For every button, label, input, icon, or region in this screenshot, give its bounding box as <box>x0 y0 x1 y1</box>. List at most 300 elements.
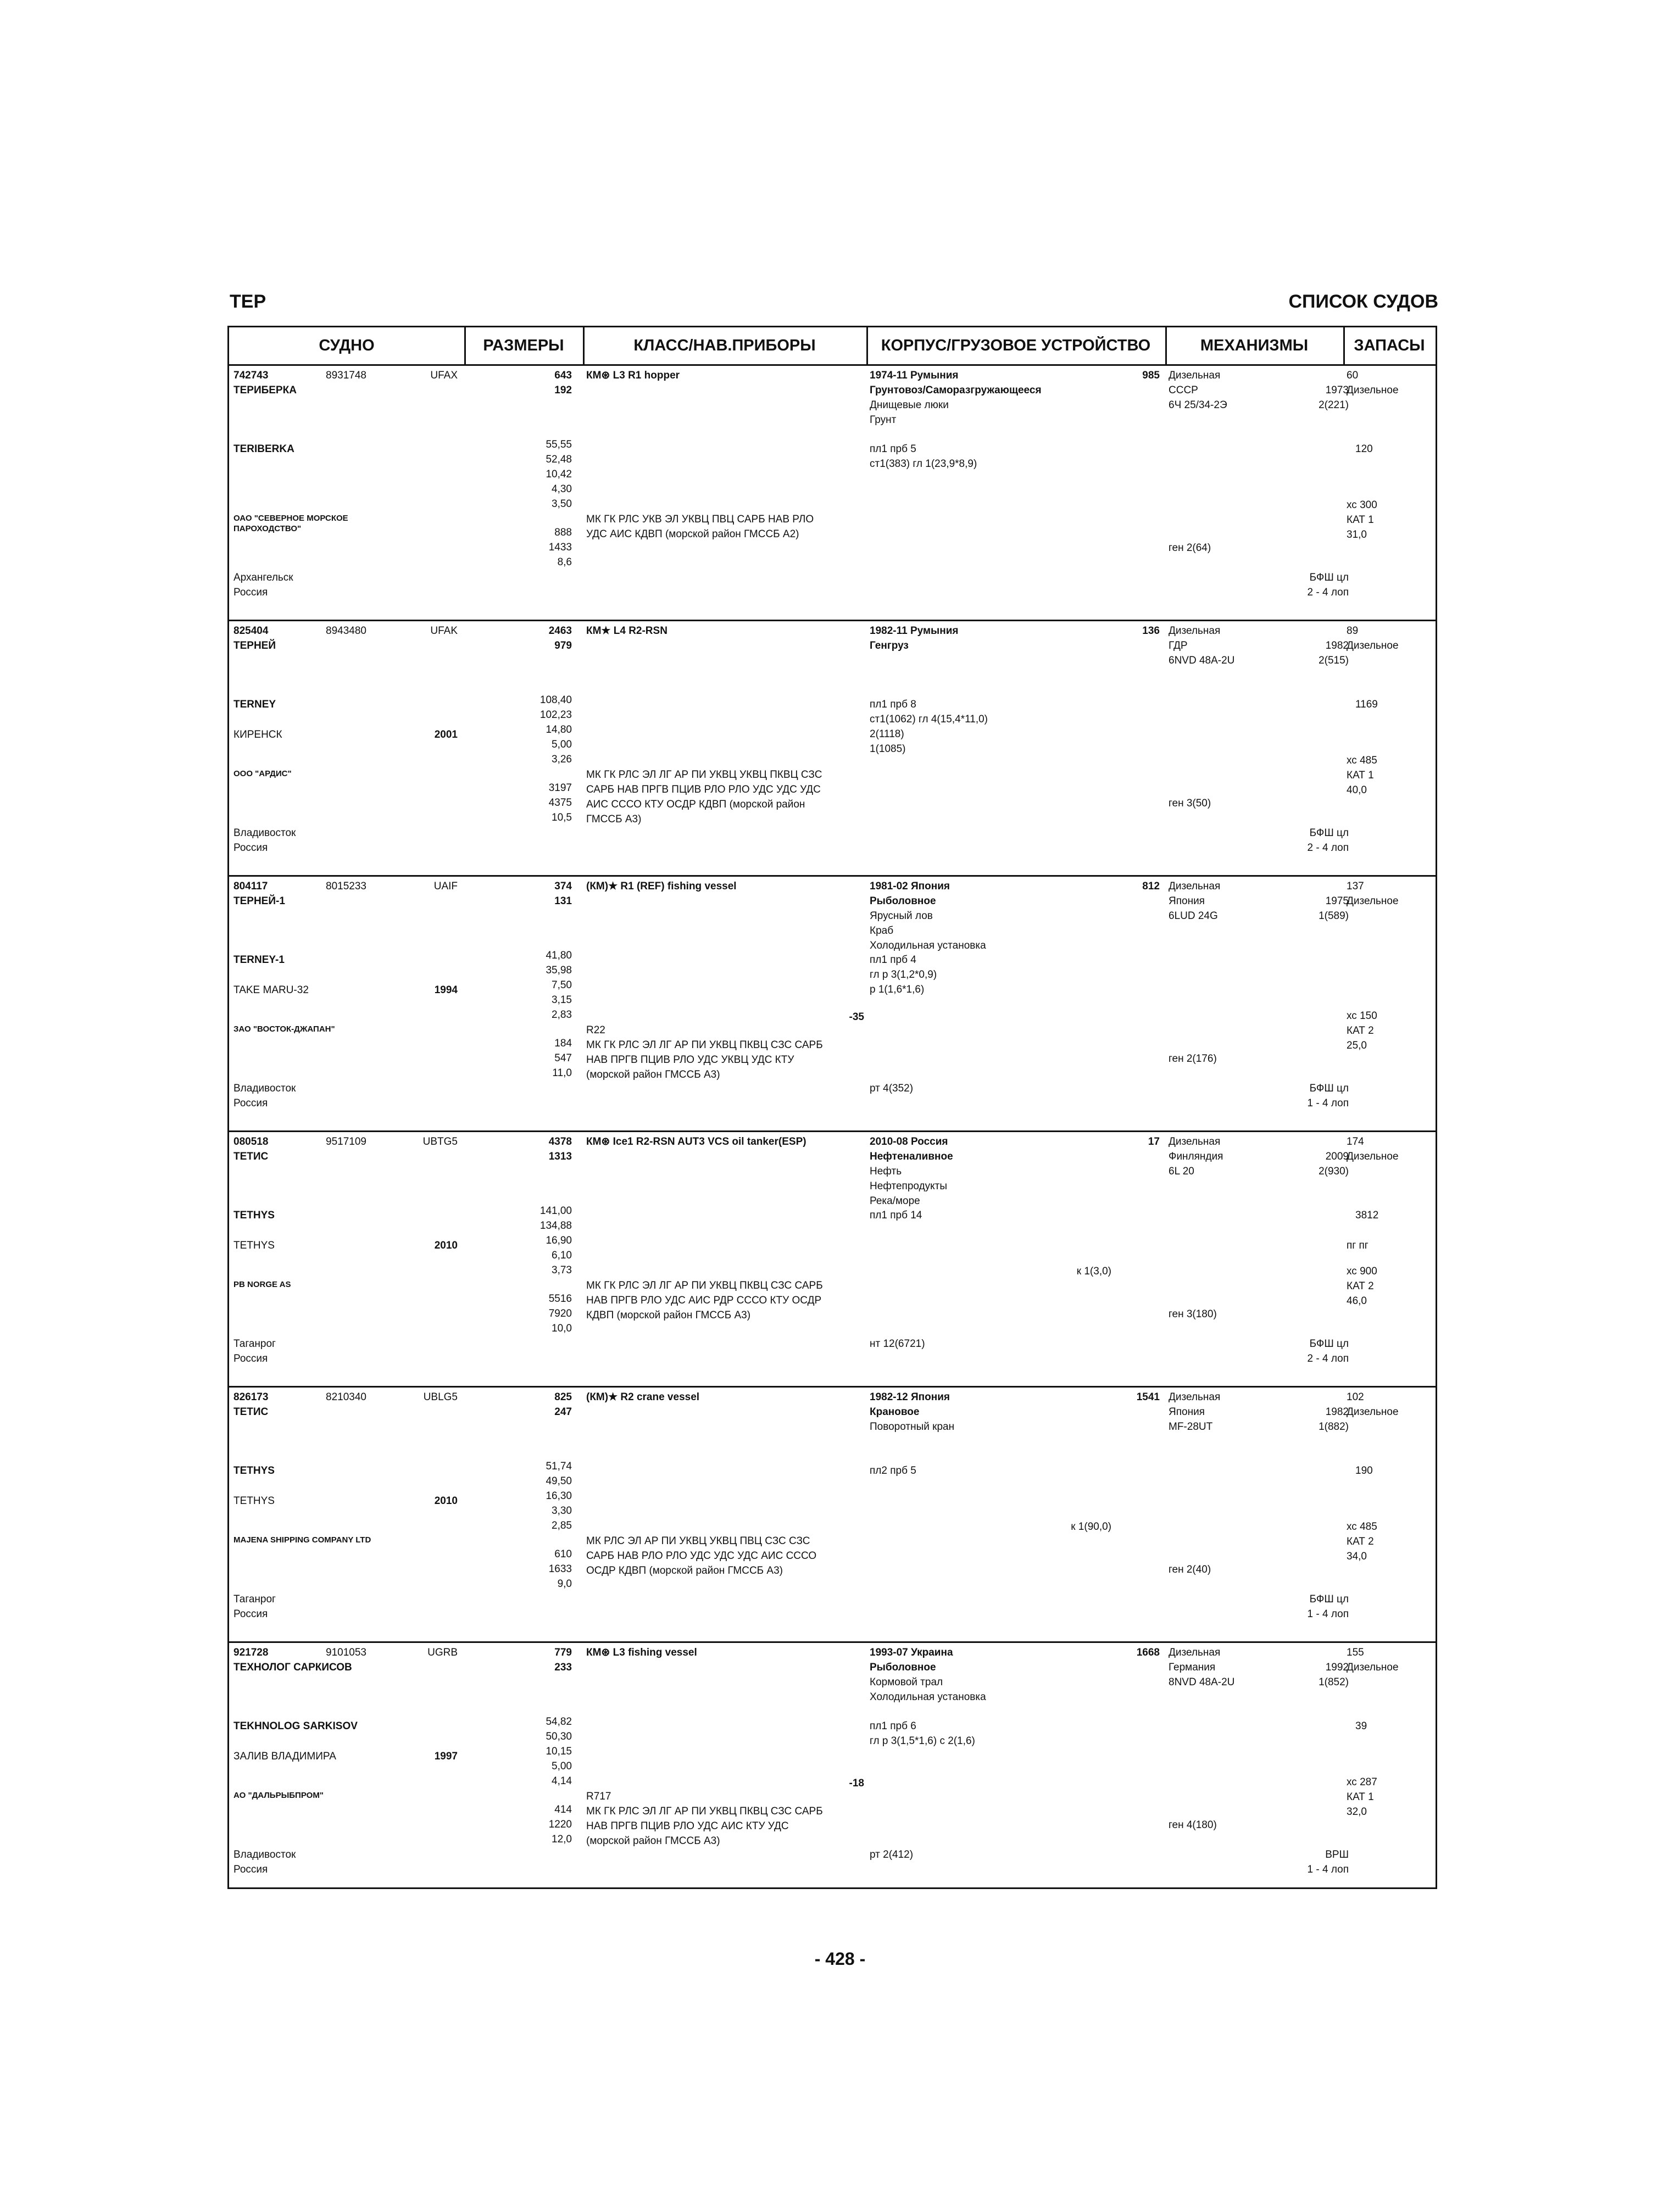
dimensions-main-line: 14,80 <box>546 724 572 736</box>
dimensions-tonnage-line: 779 <box>554 1647 572 1658</box>
dimensions-main-line: 54,82 <box>546 1716 572 1728</box>
dimensions-deadweight-line: 610 <box>554 1548 572 1560</box>
class-extra: R22 <box>586 1024 605 1036</box>
holds-line: ст1(1062) гл 4(15,4*11,0) <box>870 714 988 725</box>
stores-crew-line: КАТ 1 <box>1347 514 1374 526</box>
hull-type: Рыболовное <box>870 1662 936 1673</box>
imo-number: 9517109 <box>326 1136 366 1147</box>
propeller-line: 2 - 4 лоп <box>1307 587 1349 598</box>
dimensions-deadweight-line: 4375 <box>548 797 572 809</box>
former-name: TAKE MARU-32 <box>233 984 309 996</box>
holds-line: пл1 прб 5 <box>870 443 916 455</box>
port: Владивосток <box>233 1849 296 1860</box>
hull-details-line: Река/море <box>870 1195 920 1207</box>
hull-built: 1993-07 Украина <box>870 1647 953 1658</box>
engine <box>1169 368 1227 413</box>
reg-number: 826173 <box>233 1391 269 1403</box>
engine-power: 1(882) <box>1319 1421 1349 1433</box>
stores-fuel <box>1347 1390 1399 1419</box>
dimensions-main-line: 3,73 <box>552 1264 572 1276</box>
imo-number: 8015233 <box>326 881 366 892</box>
nav-equipment <box>586 1804 823 1848</box>
holds-line: гл р 3(1,5*1,6) с 2(1,6) <box>870 1735 975 1747</box>
ship-record <box>229 621 1436 877</box>
reg-number: 080518 <box>233 1136 269 1147</box>
holds <box>870 442 977 471</box>
holds <box>870 1463 916 1478</box>
dimensions-main-line: 49,50 <box>546 1475 572 1487</box>
ship-register-table <box>227 326 1437 1889</box>
holds-line: 1(1085) <box>870 743 906 755</box>
hull-built: 1981-02 Япония <box>870 881 950 892</box>
page-number: - 428 - <box>814 1949 866 1969</box>
propeller-line: 1 - 4 лоп <box>1307 1098 1349 1109</box>
nav-equipment-line: (морской район ГМССБ А3) <box>586 1835 720 1847</box>
ship-name-latin: TETHYS <box>233 1210 275 1221</box>
stores-crew-line: хс 485 <box>1347 755 1377 766</box>
propeller-line: 2 - 4 лоп <box>1307 842 1349 854</box>
propeller <box>1308 1592 1349 1622</box>
engine-power: 2(221) <box>1319 399 1349 411</box>
stores-fuel-line: Дизельное <box>1347 640 1399 651</box>
dimensions-deadweight-line: 8,6 <box>557 556 572 568</box>
generators: ген 3(180) <box>1169 1308 1217 1320</box>
hull-details <box>870 1419 954 1434</box>
nav-equipment-line: НАВ ПРГВ ПЦИВ РЛО УДС АИС КТУ УДС <box>586 1820 789 1832</box>
stores-crew-line: КАТ 2 <box>1347 1536 1374 1547</box>
stores-fuel-line: 102 <box>1347 1391 1364 1403</box>
engine-year: 1975 <box>1325 895 1349 907</box>
stores-fuel-line: Дизельное <box>1347 1406 1399 1418</box>
dimensions-main-line: 16,90 <box>546 1235 572 1246</box>
dimensions-main-line: 50,30 <box>546 1731 572 1742</box>
tanks: рт 2(412) <box>870 1849 914 1860</box>
hull-details-line: Холодильная установка <box>870 940 986 951</box>
engine-year: 1982 <box>1325 1406 1349 1418</box>
column-header-hull: КОРПУС/ГРУЗОВОЕ УСТРОЙСТВО <box>866 327 1165 366</box>
nav-equipment-line: АИС СССО КТУ ОСДР КДВП (морской район <box>586 799 805 810</box>
stores-value: 120 <box>1355 443 1373 455</box>
engine-line: Дизельная <box>1169 625 1221 637</box>
propeller <box>1308 1847 1349 1877</box>
propeller-line: БФШ цл <box>1309 1338 1349 1350</box>
hull-details-line: Ярусный лов <box>870 910 933 922</box>
class-mark: -18 <box>849 1778 864 1789</box>
hull-number: 17 <box>1148 1136 1160 1147</box>
dimensions-tonnage-line: 825 <box>554 1391 572 1403</box>
tanks: нт 12(6721) <box>870 1338 925 1350</box>
dimensions-tonnage-line: 979 <box>554 640 572 651</box>
dimensions-main-line: 3,15 <box>552 994 572 1006</box>
stores-fuel-line: 60 <box>1347 370 1359 381</box>
hull-built: 1982-11 Румыния <box>870 625 959 637</box>
dimensions-deadweight <box>549 1291 572 1336</box>
reg-number: 825404 <box>233 625 269 637</box>
holds-line: пл2 прб 5 <box>870 1465 916 1477</box>
nav-equipment-line: КДВП (морской район ГМССБ А3) <box>586 1310 751 1321</box>
column-header-class: КЛАСС/НАВ.ПРИБОРЫ <box>583 327 866 366</box>
engine <box>1169 1390 1220 1434</box>
stores-crew-line: хс 900 <box>1347 1266 1377 1277</box>
stores-crew-line: хс 150 <box>1347 1010 1377 1022</box>
stores-crew-line: 40,0 <box>1347 784 1367 796</box>
dimensions-deadweight-line: 5516 <box>548 1293 572 1305</box>
holds <box>870 697 988 756</box>
owner: АО "ДАЛЬРЫБПРОМ" <box>233 1791 324 1800</box>
hull-built: 1982-12 Япония <box>870 1391 950 1403</box>
stores-crew-line: 34,0 <box>1347 1551 1367 1562</box>
dimensions-main <box>546 437 572 511</box>
propeller-line: 1 - 4 лоп <box>1307 1608 1349 1620</box>
call-sign: UAIF <box>433 881 458 892</box>
dimensions-tonnage <box>554 1645 572 1675</box>
dimensions-deadweight-line: 547 <box>554 1052 572 1064</box>
dimensions-tonnage-line: 1313 <box>548 1151 572 1162</box>
dimensions-main <box>540 693 572 767</box>
stores-fuel <box>1347 368 1399 398</box>
stores-crew <box>1347 1009 1377 1053</box>
header-right: СПИСОК СУДОВ <box>1288 291 1438 312</box>
ship-name-latin: TEKHNOLOG SARKISOV <box>233 1720 358 1732</box>
dimensions-tonnage <box>554 368 572 398</box>
stores-crew-line: 32,0 <box>1347 1806 1367 1818</box>
port: Таганрог <box>233 1338 276 1350</box>
holds-line: 2(1118) <box>870 728 904 740</box>
stores-fuel <box>1347 623 1399 653</box>
generators: ген 2(40) <box>1169 1564 1211 1575</box>
engine-line: СССР <box>1169 385 1198 396</box>
nav-equipment <box>586 1278 823 1323</box>
dimensions-main-line: 10,15 <box>546 1746 572 1757</box>
propeller <box>1308 1336 1349 1366</box>
former-name-year: 1997 <box>434 1751 458 1762</box>
nav-equipment-line: ГМССБ А3) <box>586 814 642 825</box>
engine-line: Дизельная <box>1169 881 1221 892</box>
port: Владивосток <box>233 1083 296 1094</box>
engine-line: Дизельная <box>1169 1136 1221 1147</box>
hull-type: Генгруз <box>870 640 909 651</box>
hull-type: Нефтеналивное <box>870 1151 953 1162</box>
dimensions-deadweight-line: 10,5 <box>552 812 572 823</box>
dimensions-deadweight-line: 12,0 <box>552 1834 572 1845</box>
propeller-line: БФШ цл <box>1309 1594 1349 1605</box>
stores-crew-line: 25,0 <box>1347 1040 1367 1051</box>
stores-crew-line: КАТ 2 <box>1347 1280 1374 1292</box>
former-name-year: 1994 <box>434 984 458 996</box>
hull-type: Рыболовное <box>870 895 936 907</box>
dimensions-tonnage <box>549 1134 572 1164</box>
hull-details-line: Днищевые люки <box>870 399 949 411</box>
generators: ген 4(180) <box>1169 1819 1217 1831</box>
port: Владивосток <box>233 827 296 839</box>
propeller <box>1308 1081 1349 1111</box>
dimensions-deadweight <box>549 525 572 570</box>
owner: MAJENA SHIPPING COMPANY LTD <box>233 1535 371 1545</box>
stores-fuel-line: Дизельное <box>1347 1662 1399 1673</box>
engine-line: MF-28UT <box>1169 1421 1213 1433</box>
header-left: ТЕР <box>230 291 266 312</box>
stores-crew <box>1347 1519 1377 1564</box>
propeller <box>1308 826 1349 855</box>
stores-value: 1169 <box>1355 699 1378 710</box>
dimensions-deadweight-line: 1433 <box>548 542 572 553</box>
nav-equipment-line: МК ГК РЛС ЭЛ ЛГ АР ПИ УКВЦ ПКВЦ СЗС САРБ <box>586 1806 823 1817</box>
dimensions-main-line: 2,83 <box>552 1009 572 1021</box>
former-name: TETHYS <box>233 1240 275 1251</box>
engine-line: Япония <box>1169 895 1205 907</box>
propeller <box>1308 570 1349 600</box>
former-name: КИРЕНСК <box>233 729 282 740</box>
dimensions-main <box>546 1459 572 1533</box>
hull-details-line: Поворотный кран <box>870 1421 955 1433</box>
reg-number: 804117 <box>233 881 268 892</box>
dimensions-tonnage <box>549 623 572 653</box>
engine-line: ГДР <box>1169 640 1188 651</box>
generators: ген 2(64) <box>1169 542 1211 554</box>
dimensions-main-line: 41,80 <box>546 950 572 961</box>
hull-details-line: Холодильная установка <box>870 1691 986 1703</box>
stores-crew-line: хс 300 <box>1347 499 1377 511</box>
dimensions-main-line: 16,30 <box>546 1490 572 1502</box>
nav-equipment <box>586 512 814 542</box>
stores-fuel-line: Дизельное <box>1347 1151 1399 1162</box>
engine <box>1169 623 1234 668</box>
dimensions-main-line: 35,98 <box>546 965 572 976</box>
engine-line: Япония <box>1169 1406 1205 1418</box>
former-name: ЗАЛИВ ВЛАДИМИРА <box>233 1751 336 1762</box>
reg-number: 742743 <box>233 370 269 381</box>
ship-name: ТЕХНОЛОГ САРКИСОВ <box>233 1662 352 1673</box>
engine <box>1169 1134 1223 1179</box>
propeller-line: 1 - 4 лоп <box>1307 1864 1349 1875</box>
engine-line: 8NVD 48A-2U <box>1169 1676 1235 1688</box>
dimensions-main-line: 3,26 <box>552 754 572 765</box>
stores-crew-line: КАТ 1 <box>1347 1791 1374 1803</box>
ship-name-latin: TERNEY <box>233 699 276 710</box>
dimensions-deadweight-line: 7920 <box>548 1308 572 1319</box>
dimensions-tonnage-line: 131 <box>554 895 572 907</box>
imo-number: 8931748 <box>326 370 366 381</box>
stores-crew <box>1347 1775 1377 1819</box>
hull-details <box>870 1675 986 1704</box>
nav-equipment <box>586 1038 823 1082</box>
hull-details-line: Грунт <box>870 414 897 426</box>
port: Архангельск <box>233 572 293 583</box>
owner: ОАО "СЕВЕРНОЕ МОРСКОЕ ПАРОХОДСТВО" <box>233 514 348 533</box>
holds-line: пл1 прб 8 <box>870 699 916 710</box>
dimensions-main-line: 108,40 <box>539 694 572 706</box>
stores-crew-line: хс 485 <box>1347 1521 1377 1533</box>
holds-line: пл1 прб 14 <box>870 1210 922 1221</box>
country: Россия <box>233 1098 268 1109</box>
dimensions-deadweight-line: 10,0 <box>552 1323 572 1334</box>
dimensions-main-line: 5,00 <box>552 739 572 750</box>
nav-equipment-line: УДС АИС КДВП (морской район ГМССБ А2) <box>586 528 799 540</box>
class-notation: КМ★ L4 R2-RSN <box>586 625 667 637</box>
propeller-line: БФШ цл <box>1309 1083 1349 1094</box>
hull-number: 985 <box>1142 370 1160 381</box>
hull-details-line: Кормовой трал <box>870 1676 943 1688</box>
hull-type: Крановое <box>870 1406 920 1418</box>
hull-number: 1668 <box>1136 1647 1160 1658</box>
column-header-ship: СУДНО <box>229 327 464 366</box>
dimensions-tonnage-line: 247 <box>554 1406 572 1418</box>
port: Таганрог <box>233 1594 276 1605</box>
dimensions-deadweight-line: 888 <box>554 527 572 538</box>
stores-crew <box>1347 498 1377 542</box>
propeller-line: БФШ цл <box>1309 572 1349 583</box>
hull-details <box>870 1164 947 1208</box>
country: Россия <box>233 842 268 854</box>
dimensions-tonnage-line: 2463 <box>548 625 572 637</box>
hull-built: 1974-11 Румыния <box>870 370 959 381</box>
engine-line: 6Ч 25/34-2Э <box>1169 399 1227 411</box>
tanks: рт 4(352) <box>870 1083 914 1094</box>
dimensions-main-line: 2,85 <box>552 1520 572 1531</box>
stores-crew <box>1347 753 1377 798</box>
hull-number: 136 <box>1142 625 1160 637</box>
nav-equipment-line: МК РЛС ЭЛ АР ПИ УКВЦ УКВЦ ПВЦ СЗС СЗС <box>586 1535 810 1547</box>
nav-equipment-line: НАВ ПРГВ ПЦИВ РЛО УДС УКВЦ УДС КТУ <box>586 1054 794 1066</box>
dimensions-main <box>540 1204 572 1278</box>
stores-ice: пг пг <box>1347 1240 1369 1251</box>
holds <box>870 1208 922 1223</box>
engine-power: 1(589) <box>1319 910 1349 922</box>
stores-fuel-line: 137 <box>1347 881 1364 892</box>
call-sign: UFAX <box>430 370 458 381</box>
ship-name-latin: TERNEY-1 <box>233 954 285 966</box>
ship-name: ТЕТИС <box>233 1406 269 1418</box>
nav-equipment-line: САРБ НАВ РЛО РЛО УДС УДС УДС АИС СССО <box>586 1550 817 1562</box>
engine-power: 2(930) <box>1319 1166 1349 1177</box>
engine-power: 1(852) <box>1319 1676 1349 1688</box>
dimensions-tonnage <box>554 879 572 909</box>
engine-line: Дизельная <box>1169 1647 1221 1658</box>
reg-number: 921728 <box>233 1647 269 1658</box>
class-notation: (КМ)★ R2 crane vessel <box>586 1391 700 1403</box>
dimensions-tonnage-line: 233 <box>554 1662 572 1673</box>
propeller-line: 2 - 4 лоп <box>1307 1353 1349 1364</box>
owner: PB NORGE AS <box>233 1280 291 1289</box>
former-name-year: 2001 <box>434 729 458 740</box>
holds-line: ст1(383) гл 1(23,9*8,9) <box>870 458 977 470</box>
dimensions-deadweight-line: 9,0 <box>557 1578 572 1590</box>
country: Россия <box>233 1608 268 1620</box>
generators: ген 3(50) <box>1169 798 1211 809</box>
dimensions-deadweight <box>552 1036 572 1080</box>
engine-line: 6L 20 <box>1169 1166 1194 1177</box>
holds <box>870 952 937 997</box>
class-notation: КМ⊛ L3 R1 hopper <box>586 370 680 381</box>
engine-line: Дизельная <box>1169 370 1221 381</box>
generators: ген 2(176) <box>1169 1053 1217 1065</box>
ship-name-latin: TETHYS <box>233 1465 275 1477</box>
engine-year: 1992 <box>1325 1662 1349 1673</box>
column-header-machinery: МЕХАНИЗМЫ <box>1165 327 1343 366</box>
former-name-year: 2010 <box>434 1240 458 1251</box>
dimensions-main-line: 10,42 <box>546 469 572 480</box>
dimensions-deadweight-line: 1220 <box>548 1819 572 1830</box>
hull-number: 1541 <box>1136 1391 1160 1403</box>
nav-equipment-line: (морской район ГМССБ А3) <box>586 1069 720 1080</box>
dimensions-main-line: 51,74 <box>546 1461 572 1472</box>
engine-year: 2009 <box>1325 1151 1349 1162</box>
stores-fuel <box>1347 879 1399 909</box>
class-mark: -35 <box>849 1011 864 1023</box>
stores-fuel-line: Дизельное <box>1347 895 1399 907</box>
cargo-gear: к 1(90,0) <box>1071 1521 1111 1533</box>
imo-number: 8943480 <box>326 625 366 637</box>
dimensions-main-line: 7,50 <box>552 979 572 991</box>
engine <box>1169 1645 1234 1690</box>
engine-power: 2(515) <box>1319 655 1349 666</box>
hull-details <box>870 909 986 953</box>
owner: ЗАО "ВОСТОК-ДЖАПАН" <box>233 1024 335 1034</box>
imo-number: 8210340 <box>326 1391 366 1403</box>
call-sign: UBTG5 <box>422 1136 458 1147</box>
dimensions-main-line: 134,88 <box>539 1220 572 1232</box>
holds-line: гл р 3(1,2*0,9) <box>870 969 937 981</box>
stores-fuel-line: 155 <box>1347 1647 1364 1658</box>
column-header-dimensions: РАЗМЕРЫ <box>464 327 583 366</box>
dimensions-main-line: 3,50 <box>552 498 572 510</box>
former-name: TETHYS <box>233 1495 275 1507</box>
ship-name: ТЕРИБЕРКА <box>233 385 297 396</box>
hull-details-line: Нефтепродукты <box>870 1180 948 1192</box>
dimensions-tonnage-line: 643 <box>554 370 572 381</box>
dimensions-main <box>546 1714 572 1789</box>
dimensions-main <box>546 948 572 1022</box>
country: Россия <box>233 1864 268 1875</box>
hull-details-line: Нефть <box>870 1166 902 1177</box>
engine-line: Финляндия <box>1169 1151 1223 1162</box>
dimensions-main-line: 4,30 <box>552 483 572 495</box>
stores-value: 190 <box>1355 1465 1373 1477</box>
stores-fuel-line: Дизельное <box>1347 385 1399 396</box>
ship-name: ТЕТИС <box>233 1151 269 1162</box>
nav-equipment-line: МК ГК РЛС ЭЛ ЛГ АР ПИ УКВЦ УКВЦ ПКВЦ СЗС <box>586 769 822 781</box>
engine-year: 1982 <box>1325 640 1349 651</box>
dimensions-deadweight-line: 184 <box>554 1038 572 1049</box>
stores-value: 39 <box>1355 1720 1367 1732</box>
engine-year: 1973 <box>1325 385 1349 396</box>
stores-crew-line: 31,0 <box>1347 529 1367 541</box>
nav-equipment-line: САРБ НАВ ПРГВ ПЦИВ РЛО РЛО УДС УДС УДС <box>586 784 821 795</box>
holds-line: пл1 прб 4 <box>870 954 916 966</box>
imo-number: 9101053 <box>326 1647 366 1658</box>
dimensions-deadweight <box>549 1802 572 1847</box>
engine-line: 6LUD 24G <box>1169 910 1218 922</box>
stores-crew-line: КАТ 1 <box>1347 770 1374 781</box>
call-sign: UGRB <box>427 1647 458 1658</box>
holds <box>870 1719 975 1748</box>
ship-name-latin: TERIBERKA <box>233 443 294 455</box>
column-header-stores: ЗАПАСЫ <box>1343 327 1436 366</box>
dimensions-deadweight-line: 11,0 <box>552 1067 572 1079</box>
stores-crew <box>1347 1264 1377 1308</box>
dimensions-deadweight-line: 414 <box>554 1804 572 1815</box>
stores-crew-line: КАТ 2 <box>1347 1025 1374 1037</box>
dimensions-main-line: 52,48 <box>546 454 572 465</box>
nav-equipment-line: НАВ ПРГВ РЛО УДС АИС РДР СССО КТУ ОСДР <box>586 1295 822 1306</box>
class-extra: R717 <box>586 1791 611 1802</box>
dimensions-main-line: 5,00 <box>552 1761 572 1772</box>
dimensions-tonnage-line: 374 <box>554 881 572 892</box>
stores-crew-line: 46,0 <box>1347 1295 1367 1307</box>
ship-record <box>229 1132 1436 1388</box>
cargo-gear: к 1(3,0) <box>1076 1266 1111 1277</box>
engine <box>1169 879 1220 923</box>
